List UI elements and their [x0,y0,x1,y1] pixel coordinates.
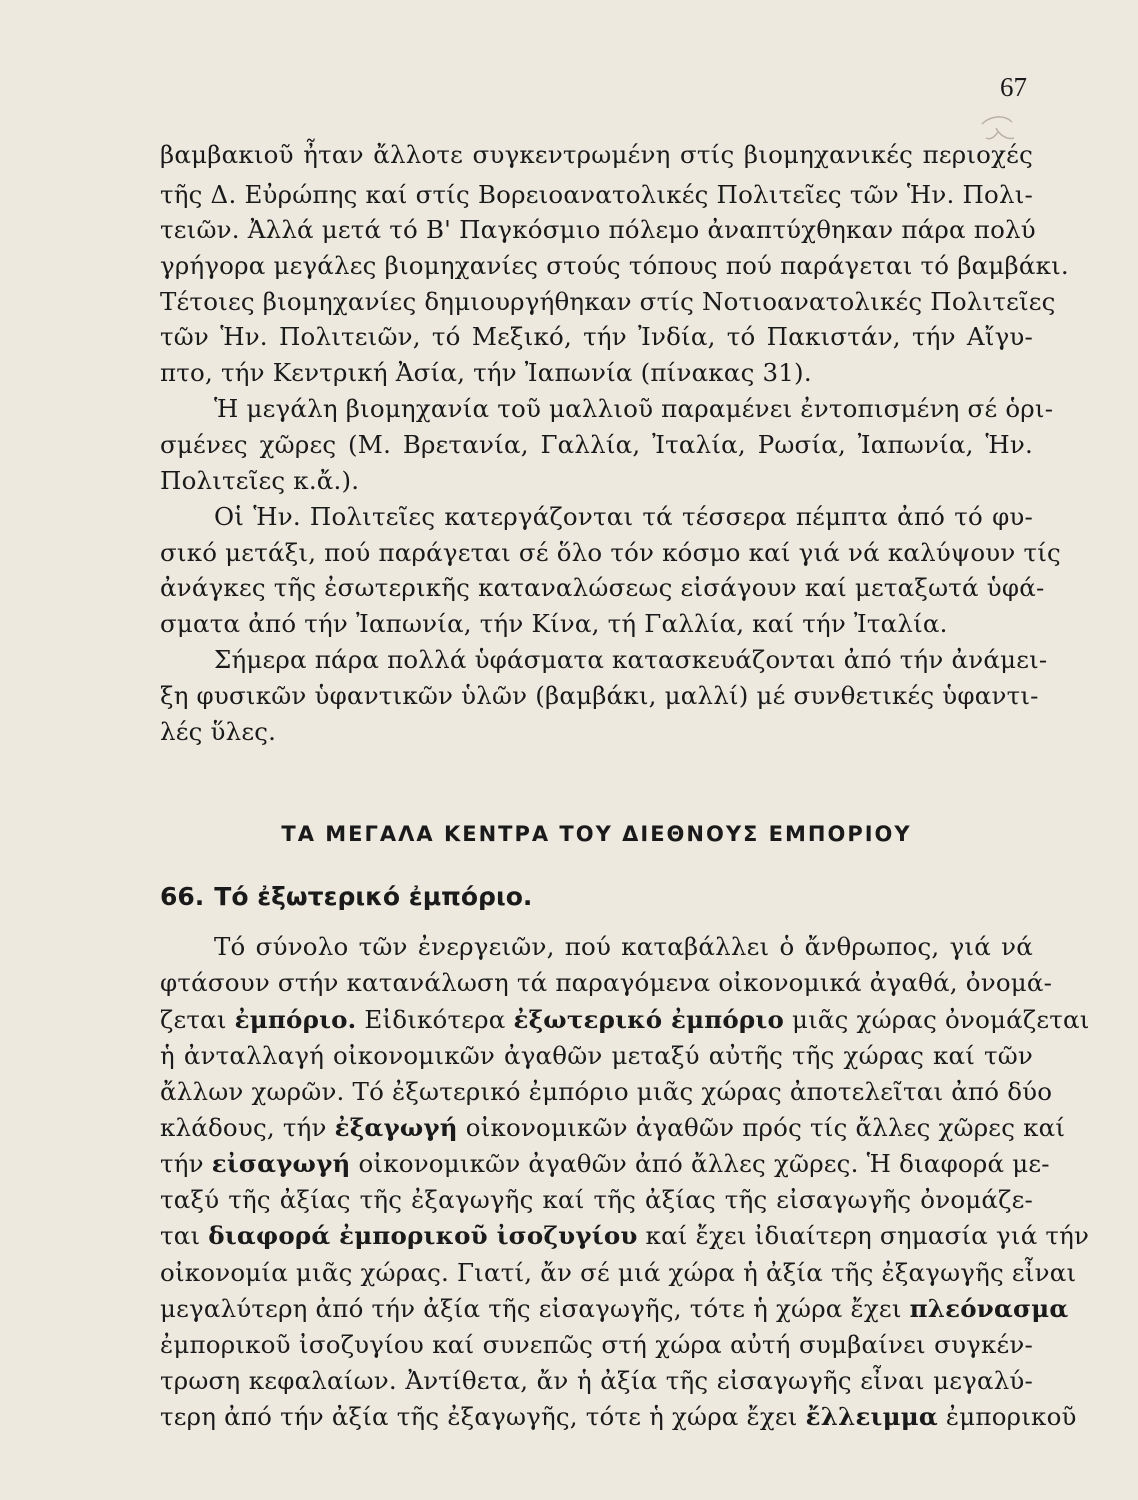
text-span: οἰκονομικῶν ἀγαθῶν ἀπό ἄλλες χῶρες. Ἡ διαφορά με- [350,1149,1050,1178]
text-span: ζεται [160,1005,235,1034]
text-line: Ἡ μεγάλη βιομηχανία τοῦ μαλλιοῦ παραμένει ἐντοπισμένη σέ ὁρι- [214,394,1054,423]
text-line: πτο, τήν Κεντρική Ἀσία, τήν Ἰαπωνία (πίνακας 31). [160,358,812,387]
text-span: ἐμπορικοῦ [937,1402,1077,1431]
text-line [160,1294,1069,1323]
text-line: σμένες χῶρες (Μ. Βρετανία, Γαλλία, Ἰταλία, Ρωσία, Ἰαπωνία, Ἡν. [160,430,1033,459]
text-span: τήν [160,1149,212,1178]
text-span: μεγαλύτερη ἀπό τήν ἀξία τῆς εἰσαγωγῆς, τότε ἡ χώρα ἔχει [160,1294,910,1323]
subsection-number: 66. [160,882,205,911]
text-line: Τό σύνολο τῶν ἐνεργειῶν, πού καταβάλλει ὁ ἄνθρωπος, γιά νά [214,932,1033,961]
text-line: γρήγορα μεγάλες βιομηχανίες στούς τόπους πού παράγεται τό βαμβάκι. [160,251,1069,280]
text-line [160,1113,1066,1142]
text-line: ἐμπορικοῦ ἰσοζυγίου καί συνεπῶς στή χώρα αὐτή συμβαίνει συγκέν- [160,1330,1033,1359]
term-exoteriko-emporio: ἐξωτερικό ἐμπόριο [513,1005,784,1034]
text-line: Σήμερα πάρα πολλά ὑφάσματα κατασκευάζονται ἀπό τήν ἀνάμει- [214,645,1048,674]
text-span: μιᾶς χώρας ὀνομάζεται [783,1005,1090,1034]
text-line: Οἱ Ἡν. Πολιτεῖες κατεργάζονται τά τέσσερα πέμπτα ἀπό τό φυ- [214,502,1033,531]
text-line: σικό μετάξι, πού παράγεται σέ ὅλο τόν κόσμο καί γιά νά καλύψουν τίς [160,538,1061,567]
text-line: λές ὕλες. [160,717,277,746]
text-line: τῶν Ἡν. Πολιτειῶν, τό Μεξικό, τήν Ἰνδία, τό Πακιστάν, τήν Αἴγυ- [160,322,1033,351]
text-line: ξη φυσικῶν ὑφαντικῶν ὑλῶν (βαμβάκι, μαλλί) μέ συνθετικές ὑφαντι- [160,681,1039,710]
text-line: φτάσουν στήν κατανάλωση τά παραγόμενα οἰκονομικά ἀγαθά, ὀνομά- [160,968,1053,997]
term-elleimma: ἔλλειμμα [805,1402,938,1431]
text-span: κλάδους, τήν [160,1113,335,1142]
term-pleonasma: πλεόνασμα [909,1294,1069,1323]
term-exagogi: ἐξαγωγή [334,1113,458,1142]
text-line: τειῶν. Ἀλλά μετά τό Β' Παγκόσμιο πόλεμο ἀναπτύχθηκαν πάρα πολύ [160,215,1036,244]
text-line: ἄλλων χωρῶν. Τό ἐξωτερικό ἐμπόριο μιᾶς χώρας ἀποτελεῖται ἀπό δύο [160,1077,1053,1106]
text-span: οἰκονομικῶν ἀγαθῶν πρός τίς ἄλλες χῶρες καί [457,1113,1066,1142]
text-line [160,1005,1090,1034]
text-line: ἀνάγκες τῆς ἐσωτερικῆς καταναλώσεως εἰσάγουν καί μεταξωτά ὑφά- [160,573,1045,602]
term-eisagogi: εἰσαγωγή [211,1149,351,1178]
text-line: οἰκονομία μιᾶς χώρας. Γιατί, ἄν σέ μιά χώρα ἡ ἀξία τῆς ἐξαγωγῆς εἶναι [160,1258,1077,1287]
text-line [160,1149,1050,1178]
term-diafora-isozygiou: διαφορά ἐμπορικοῦ ἰσοζυγίου [208,1221,638,1250]
text-line: Τέτοιες βιομηχανίες δημιουργήθηκαν στίς Νοτιοανατολικές Πολιτεῖες [160,287,1056,316]
text-span: Εἰδικότερα [356,1005,514,1034]
subsection-title: Τό ἐξωτερικό ἐμπόριο. [214,882,533,911]
text-line [160,1402,1077,1431]
text-span: ται [160,1221,209,1250]
text-line [160,1221,1090,1250]
text-line: ταξύ τῆς ἀξίας τῆς ἐξαγωγῆς καί τῆς ἀξίας τῆς εἰσαγωγῆς ὀνομάζε- [160,1185,1033,1214]
text-line: τῆς Δ. Εὐρώπης καί στίς Βορειοανατολικές Πολιτεῖες τῶν Ἡν. Πολι- [160,180,1033,209]
term-emporio: ἐμπόριο. [234,1005,357,1034]
text-line: ἡ ἀνταλλαγή οἰκονομικῶν ἀγαθῶν μεταξύ αὐτῆς τῆς χώρας καί τῶν [160,1041,1033,1070]
text-line: σματα ἀπό τήν Ἰαπωνία, τήν Κίνα, τή Γαλλία, καί τήν Ἰταλία. [160,609,948,638]
text-line: τρωση κεφαλαίων. Ἀντίθετα, ἄν ἡ ἀξία τῆς εἰσαγωγῆς εἶναι μεγαλύ- [160,1366,1033,1395]
subsection-heading [160,884,532,909]
section-title: ΤΑ ΜΕΓΑΛΑ ΚΕΝΤΡΑ ΤΟΥ ΔΙΕΘΝΟΥΣ ΕΜΠΟΡΙΟΥ [281,822,912,846]
page-number: 67 [1000,72,1027,102]
text-line: βαμβακιοῦ ἦταν ἄλλοτε συγκεντρωμένη στίς βιομηχανικές περιοχές [160,140,1033,169]
text-line: Πολιτεῖες κ.ἄ.). [160,466,360,495]
text-span: καί ἔχει ἰδιαίτερη σημασία γιά τήν [637,1221,1090,1250]
text-span: τερη ἀπό τήν ἀξία τῆς ἐξαγωγῆς, τότε ἡ χώρα ἔχει [160,1402,806,1431]
